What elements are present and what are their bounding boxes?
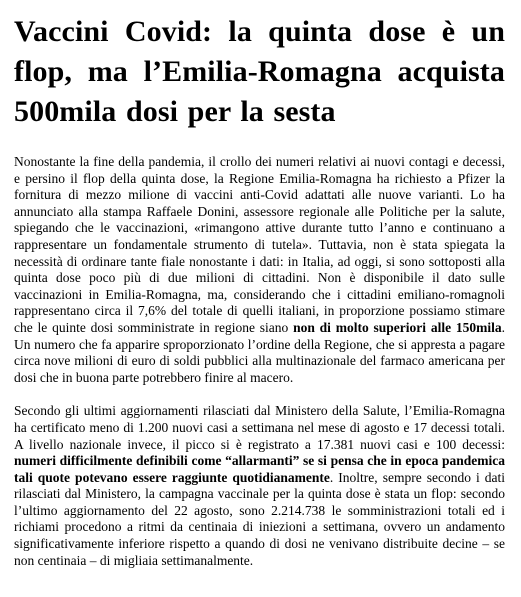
paragraph-2-bold-a: numeri difficilmente definibili come “allarmanti” se si pensa che in epoca pandemica tali quote potevano essere raggiunte quotidianamente <box>14 453 505 485</box>
paragraph-1-text-b: . Un numero che fa apparire sproporzionato l’ordine della Regione, che si appresta a pagare circa nove milioni di euro di soldi pubblici alla multinazionale del farmaco americana per dosi che in buona parte potrebbero finire al macero. <box>14 319 505 385</box>
paragraph-2-text-a: Secondo gli ultimi aggiornamenti rilasciati dal Ministero della Salute, l’Emilia-Romagna ha certificato meno di 1.200 nuovi casi a settimana nel mese di agosto e 17 decessi totali. A livello nazionale invece, il picco si è registrato a 17.381 nuovi casi e 100 decessi: <box>14 403 505 452</box>
article-title: Vaccini Covid: la quinta dose è un flop, ma l’Emilia-Romagna acquista 500mila dosi per la sesta <box>14 15 505 128</box>
paragraph-1-bold-a: non di molto superiori alle 150mila <box>293 319 502 335</box>
article-paragraph-1 <box>14 154 505 386</box>
paragraph-2-text-b: . Inoltre, sempre secondo i dati rilasciati dal Ministero, la campagna vaccinale per la quinta dose è stata un flop: secondo l’ultimo aggiornamento del 22 agosto, sono 2.214.738 le somministrazioni totali ed i richiami procedono a ritmi da centinaia di iniezioni a settimana, ovvero un andamento significativamente inferiore rispetto a quando di dosi ne venivano distribuite decine – se non centinaia – di migliaia settimanalmente. <box>14 469 506 568</box>
article-paragraph-2 <box>14 403 505 569</box>
paragraph-1-text-a: Nonostante la fine della pandemia, il crollo dei numeri relativi ai nuovi contagi e decessi, e persino il flop della quinta dose, la Regione Emilia-Romagna ha richiesto a Pfizer la fornitura di mezzo milione di vaccini anti-Covid adattati alle nuove varianti. Lo ha annunciato alla stampa Raffaele Donini, assessore regionale alle Politiche per la salute, spiegando che le vaccinazioni, «rimangono attive durante tutto l’anno e continuano a rappresentare un fondamentale strumento di tutela». Tuttavia, non è stata spiegata la necessità di ordinare tante fiale nonostante i dati: in Italia, ad oggi, si sono sottoposti alla quinta dose poco più di due milioni di cittadini. Non è disponibile il dato sulle vaccinazioni in Emilia-Romagna, ma, considerando che i cittadini emiliano-romagnoli rappresentano circa il 7,6% del totale di quelli italiani, in proporzione possiamo stimare che le quinte dosi somministrate in regione siano <box>14 154 505 335</box>
